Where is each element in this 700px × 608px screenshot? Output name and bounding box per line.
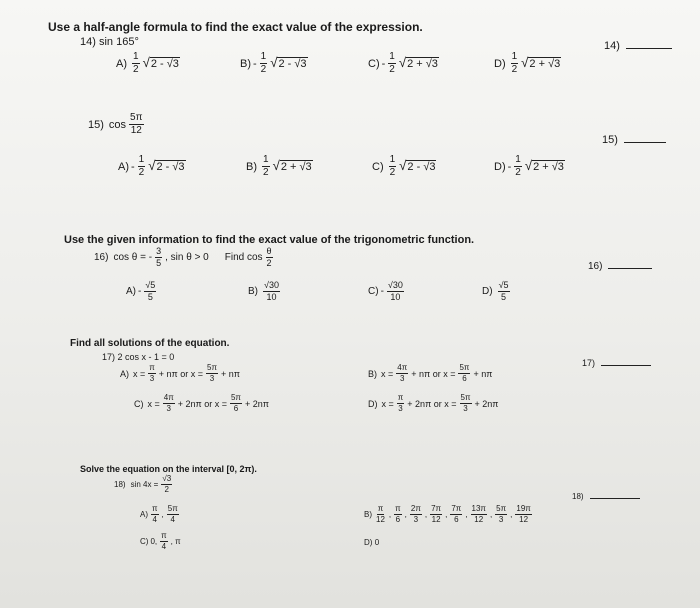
choice-14-a[interactable]: A) $\frac{1}{2}$ √ 2 - √3 — [116, 51, 179, 75]
choice-14-b[interactable]: B) - $\frac{1}{2}$ √ 2 - √3 — [240, 51, 307, 75]
choice-18-c[interactable]: C) 0, $\frac{\pi}{4}$ , π — [140, 531, 181, 551]
choice-16-c[interactable]: C) - $\frac{√30}{10}$ — [368, 280, 403, 302]
question-18: 18) sin 4x = $\frac{√3}{2}$ — [114, 474, 172, 494]
choice-15-c[interactable]: C) $\frac{1}{2}$ √ 2 - √3 — [372, 154, 436, 178]
choice-17-d[interactable]: D) x = $\frac{\pi}{3}$ + 2nπ or x = $\frac{5\pi}{3}$ + 2nπ — [368, 393, 499, 413]
choice-16-d[interactable]: D) $\frac{√5}{5}$ — [482, 280, 509, 302]
section-instruction-half-angle: Use a half-angle formula to find the exact value of the expression. — [48, 20, 423, 34]
choice-17-c[interactable]: C) x = $\frac{4\pi}{3}$ + 2nπ or x = $\frac{5\pi}{6}$ + 2nπ — [134, 393, 269, 413]
question-14 — [80, 36, 139, 48]
choice-17-b[interactable]: B) x = $\frac{4\pi}{3}$ + nπ or x = $\frac{5\pi}{6}$ + nπ — [368, 363, 493, 383]
section-instruction-interval: Solve the equation on the interval [0, 2π). — [80, 464, 257, 474]
choice-15-b[interactable]: B) $\frac{1}{2}$ √ 2 + √3 — [246, 154, 312, 178]
answer-line-16[interactable]: 16) — [588, 258, 652, 272]
answer-line-15[interactable]: 15) — [602, 132, 666, 146]
choice-17-a[interactable]: A) x = $\frac{\pi}{3}$ + nπ or x = $\frac{5\pi}{3}$ + nπ — [120, 363, 240, 383]
choice-14-d[interactable]: D) $\frac{1}{2}$ √ 2 + √3 — [494, 51, 561, 75]
section-instruction-all-solutions: Find all solutions of the equation. — [70, 338, 230, 349]
question-number: 14) — [80, 36, 96, 48]
answer-line-14[interactable]: 14) — [604, 38, 672, 52]
section-instruction-given-info: Use the given information to find the exact value of the trigonometric function. — [64, 234, 475, 246]
choice-15-d[interactable]: D) - $\frac{1}{2}$ √ 2 + √3 — [494, 154, 564, 178]
question-17: 17) 2 cos x - 1 = 0 — [102, 352, 175, 362]
question-16: 16) cos θ = - $\frac{3}{5}$ , sin θ > 0 Find cos $\frac{\theta}{2}$ — [94, 246, 272, 268]
answer-line-17[interactable]: 17) — [582, 355, 651, 368]
choice-18-b[interactable]: B) $\frac{\pi}{12}$ , $\frac{\pi}{6}$ , $\frac{2\pi}{3}$ , $\frac{7\pi}{12}$ , $\frac{7\pi}{6}$ , $\frac{13\pi}{12}$ , $\frac{5\pi}{3}$ , $\frac{19\pi}{12}$ — [364, 504, 531, 524]
choice-18-a[interactable]: A) $\frac{\pi}{4}$ , $\frac{5\pi}{4}$ — [140, 504, 178, 524]
choice-16-a[interactable]: A) - $\frac{√5}{5}$ — [126, 280, 156, 302]
question-15: 15) cos $\frac{5\pi}{12}$ — [88, 112, 143, 136]
choice-15-a[interactable]: A) - $\frac{1}{2}$ √ 2 - √3 — [118, 154, 185, 178]
answer-line-18[interactable]: 18) — [572, 488, 640, 501]
choice-14-c[interactable]: C) - $\frac{1}{2}$ √ 2 + √3 — [368, 51, 438, 75]
question-text: sin 165° — [98, 36, 139, 48]
choice-16-b[interactable]: B) $\frac{√30}{10}$ — [248, 280, 279, 302]
choice-18-d[interactable]: D) 0 — [364, 538, 380, 547]
